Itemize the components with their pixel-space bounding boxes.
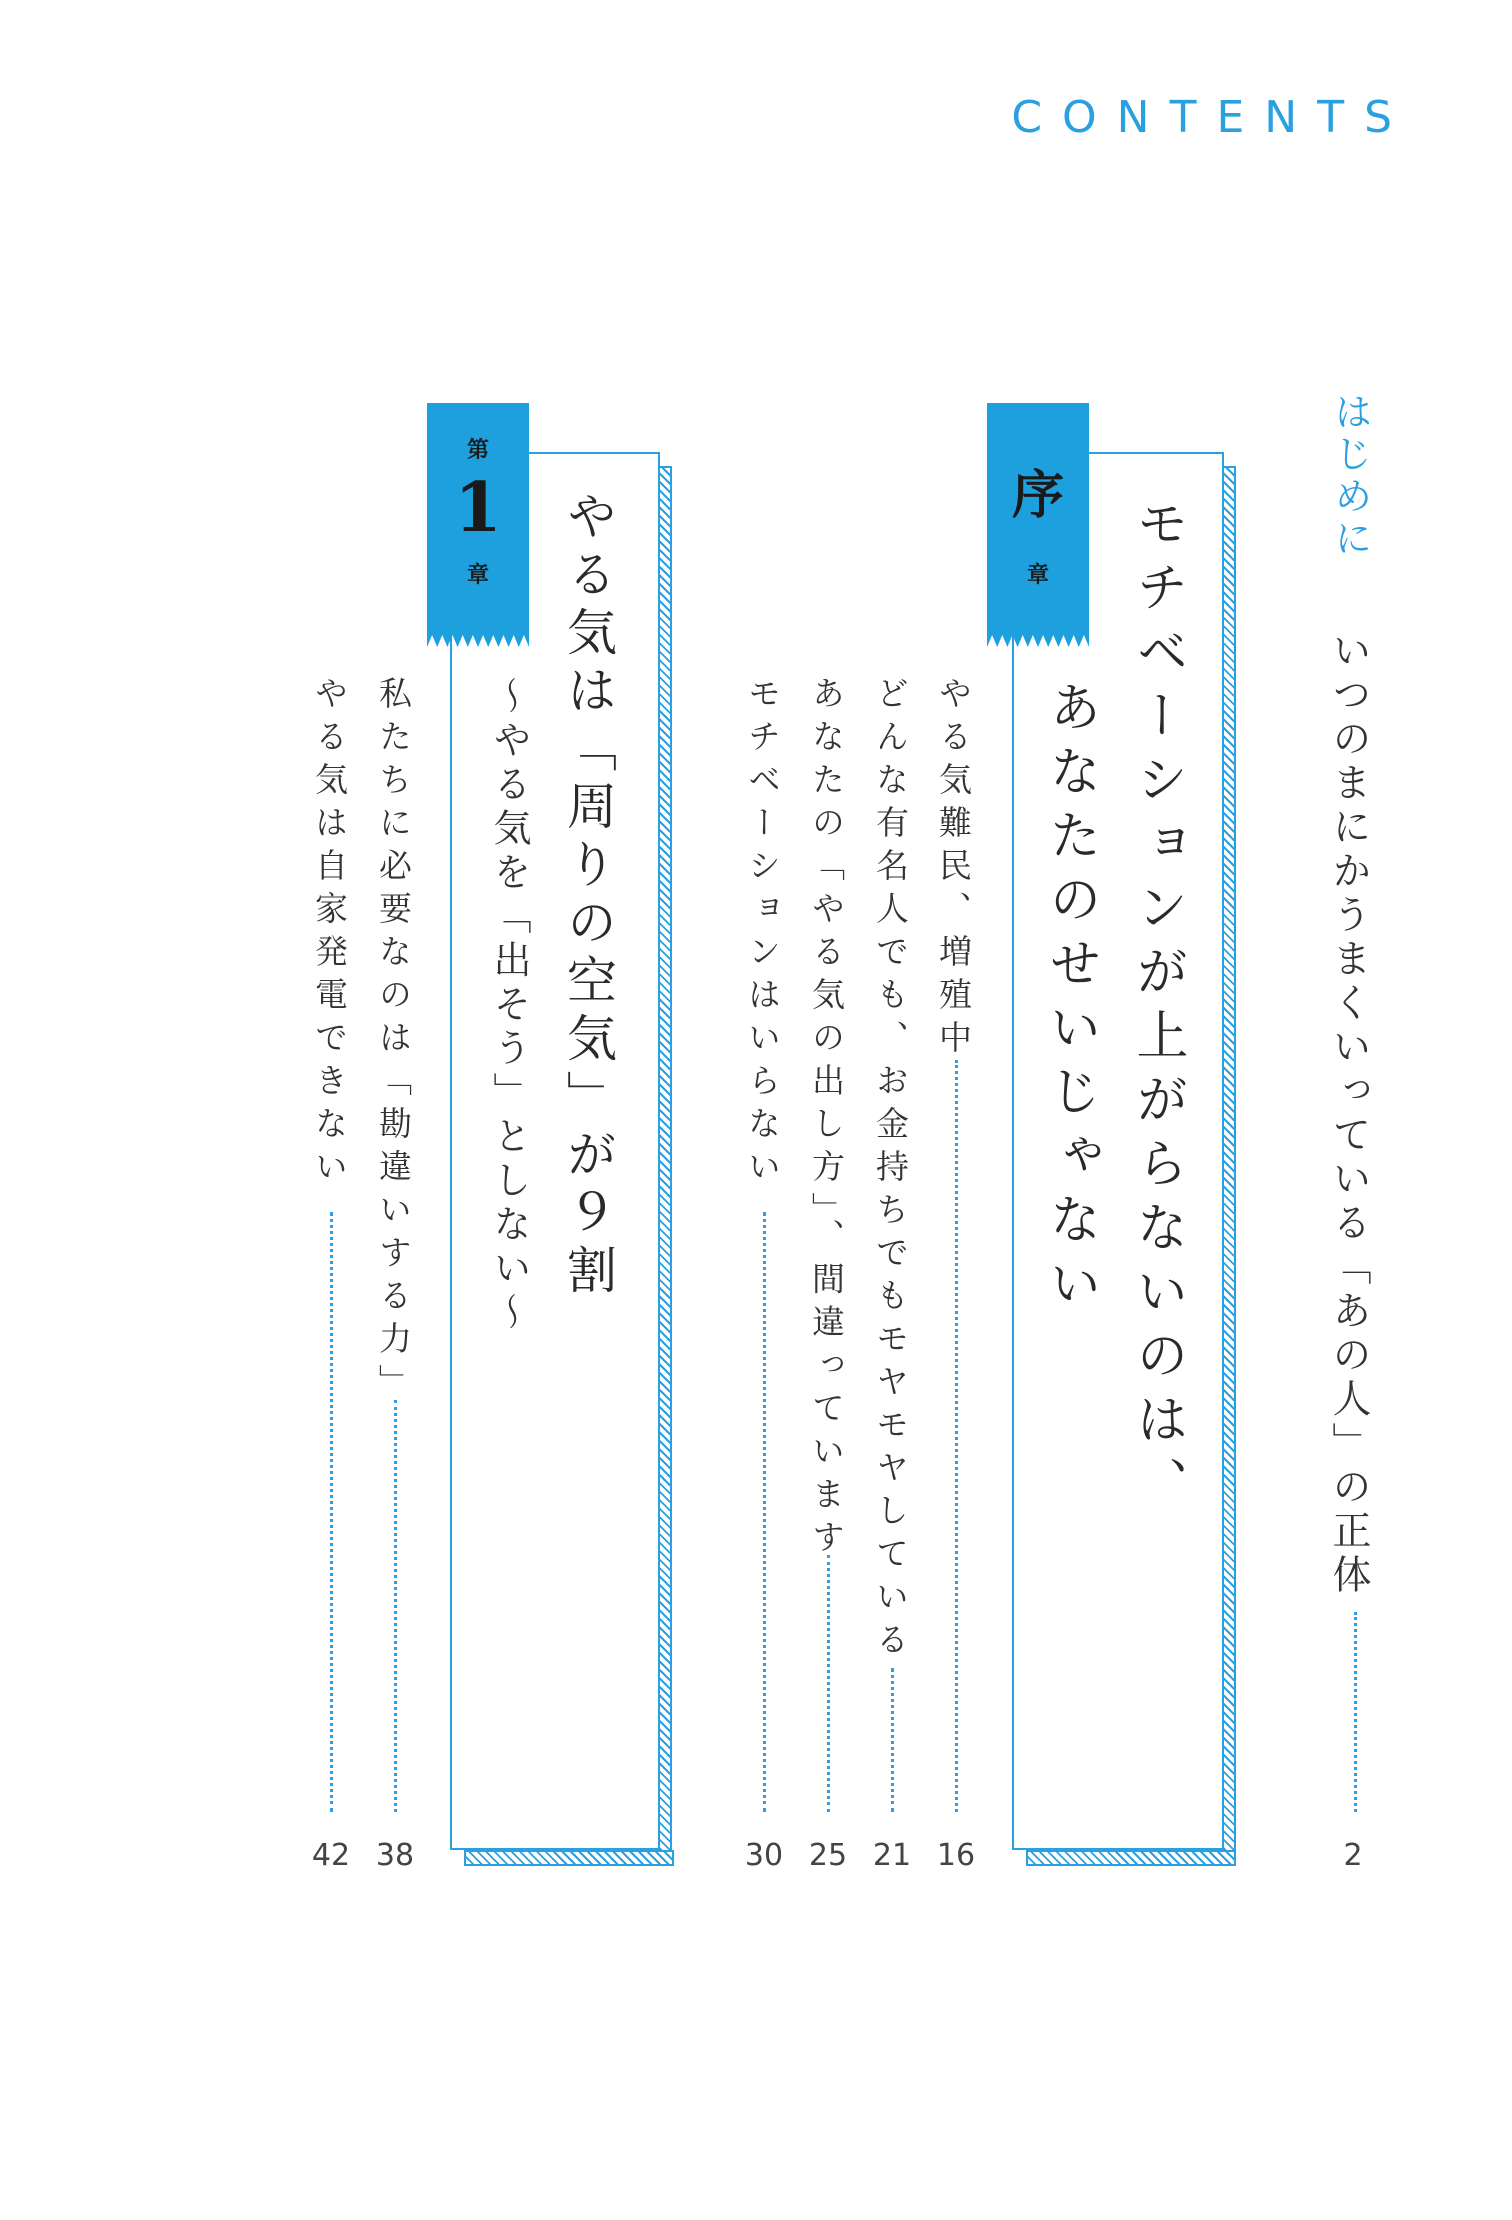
chapter1-section-2-dots xyxy=(330,1212,333,1812)
chapter0-section-1-dots xyxy=(955,1060,958,1812)
chapter1-tab-number: 1 xyxy=(454,468,502,548)
chapter0-section-2-dots xyxy=(891,1668,894,1812)
chapter0-tab-zigzag xyxy=(987,635,1089,647)
chapter1-tab-top: 第 xyxy=(466,438,489,463)
contents-header: CONTENTS xyxy=(1011,92,1412,143)
chapter1-section-2-title[interactable]: やる気は自家発電できない xyxy=(310,676,349,1192)
chapter1-section-1-dots xyxy=(394,1400,397,1812)
chapter0-section-2-title[interactable]: どんな有名人でも、お金持ちでもモヤモヤしている xyxy=(871,676,910,1665)
chapter0-section-4-dots xyxy=(763,1212,766,1812)
chapter0-section-1-title[interactable]: やる気難民、増殖中 xyxy=(934,676,973,1063)
chapter0-section-3-page: 25 xyxy=(808,1838,848,1873)
chapter0-section-2-page: 21 xyxy=(872,1838,912,1873)
chapter1-frame-hatch-bottom xyxy=(464,1850,674,1866)
chapter0-section-4-title[interactable]: モチベーションはいらない xyxy=(743,676,782,1192)
intro-title[interactable]: いつのまにかうまくいっている「あの人」の正体 xyxy=(1326,630,1371,1598)
intro-label: はじめに xyxy=(1328,392,1372,560)
chapter0-frame-hatch-bottom xyxy=(1026,1850,1236,1866)
chapter1-tab-zigzag xyxy=(427,635,529,647)
chapter0-title-line1[interactable]: モチベーションが上がらないのは、 xyxy=(1127,496,1187,1520)
chapter0-section-1-page: 16 xyxy=(936,1838,976,1873)
intro-leader-dots xyxy=(1354,1612,1357,1812)
chapter0-section-3-title[interactable]: あなたの「やる気の出し方」、間違っています xyxy=(807,676,846,1563)
chapter1-title[interactable]: やる気は「周りの空気」が９割 xyxy=(559,490,617,1302)
intro-page-number: 2 xyxy=(1343,1838,1363,1873)
chapter0-section-4-page: 30 xyxy=(744,1838,784,1873)
chapter0-title-line2: あなたのせいじゃない xyxy=(1040,680,1100,1320)
chapter1-title-frame xyxy=(450,452,660,1850)
chapter0-frame-hatch-right xyxy=(1222,466,1236,1866)
chapter0-section-3-dots xyxy=(827,1555,830,1812)
chapter1-section-2-page: 42 xyxy=(311,1838,351,1873)
chapter1-tab xyxy=(427,403,529,635)
chapter1-section-1-title[interactable]: 私たちに必要なのは「勘違いする力」 xyxy=(374,676,413,1407)
chapter1-frame-hatch-right xyxy=(658,466,672,1866)
chapter1-subtitle: ～やる気を「出そう」としない～ xyxy=(487,676,531,1336)
chapter0-tab xyxy=(987,403,1089,635)
chapter0-tab-main: 序 xyxy=(1011,465,1064,526)
chapter1-tab-bottom: 章 xyxy=(466,563,489,588)
chapter0-tab-sub: 章 xyxy=(1026,563,1049,588)
chapter1-section-1-page: 38 xyxy=(375,1838,415,1873)
